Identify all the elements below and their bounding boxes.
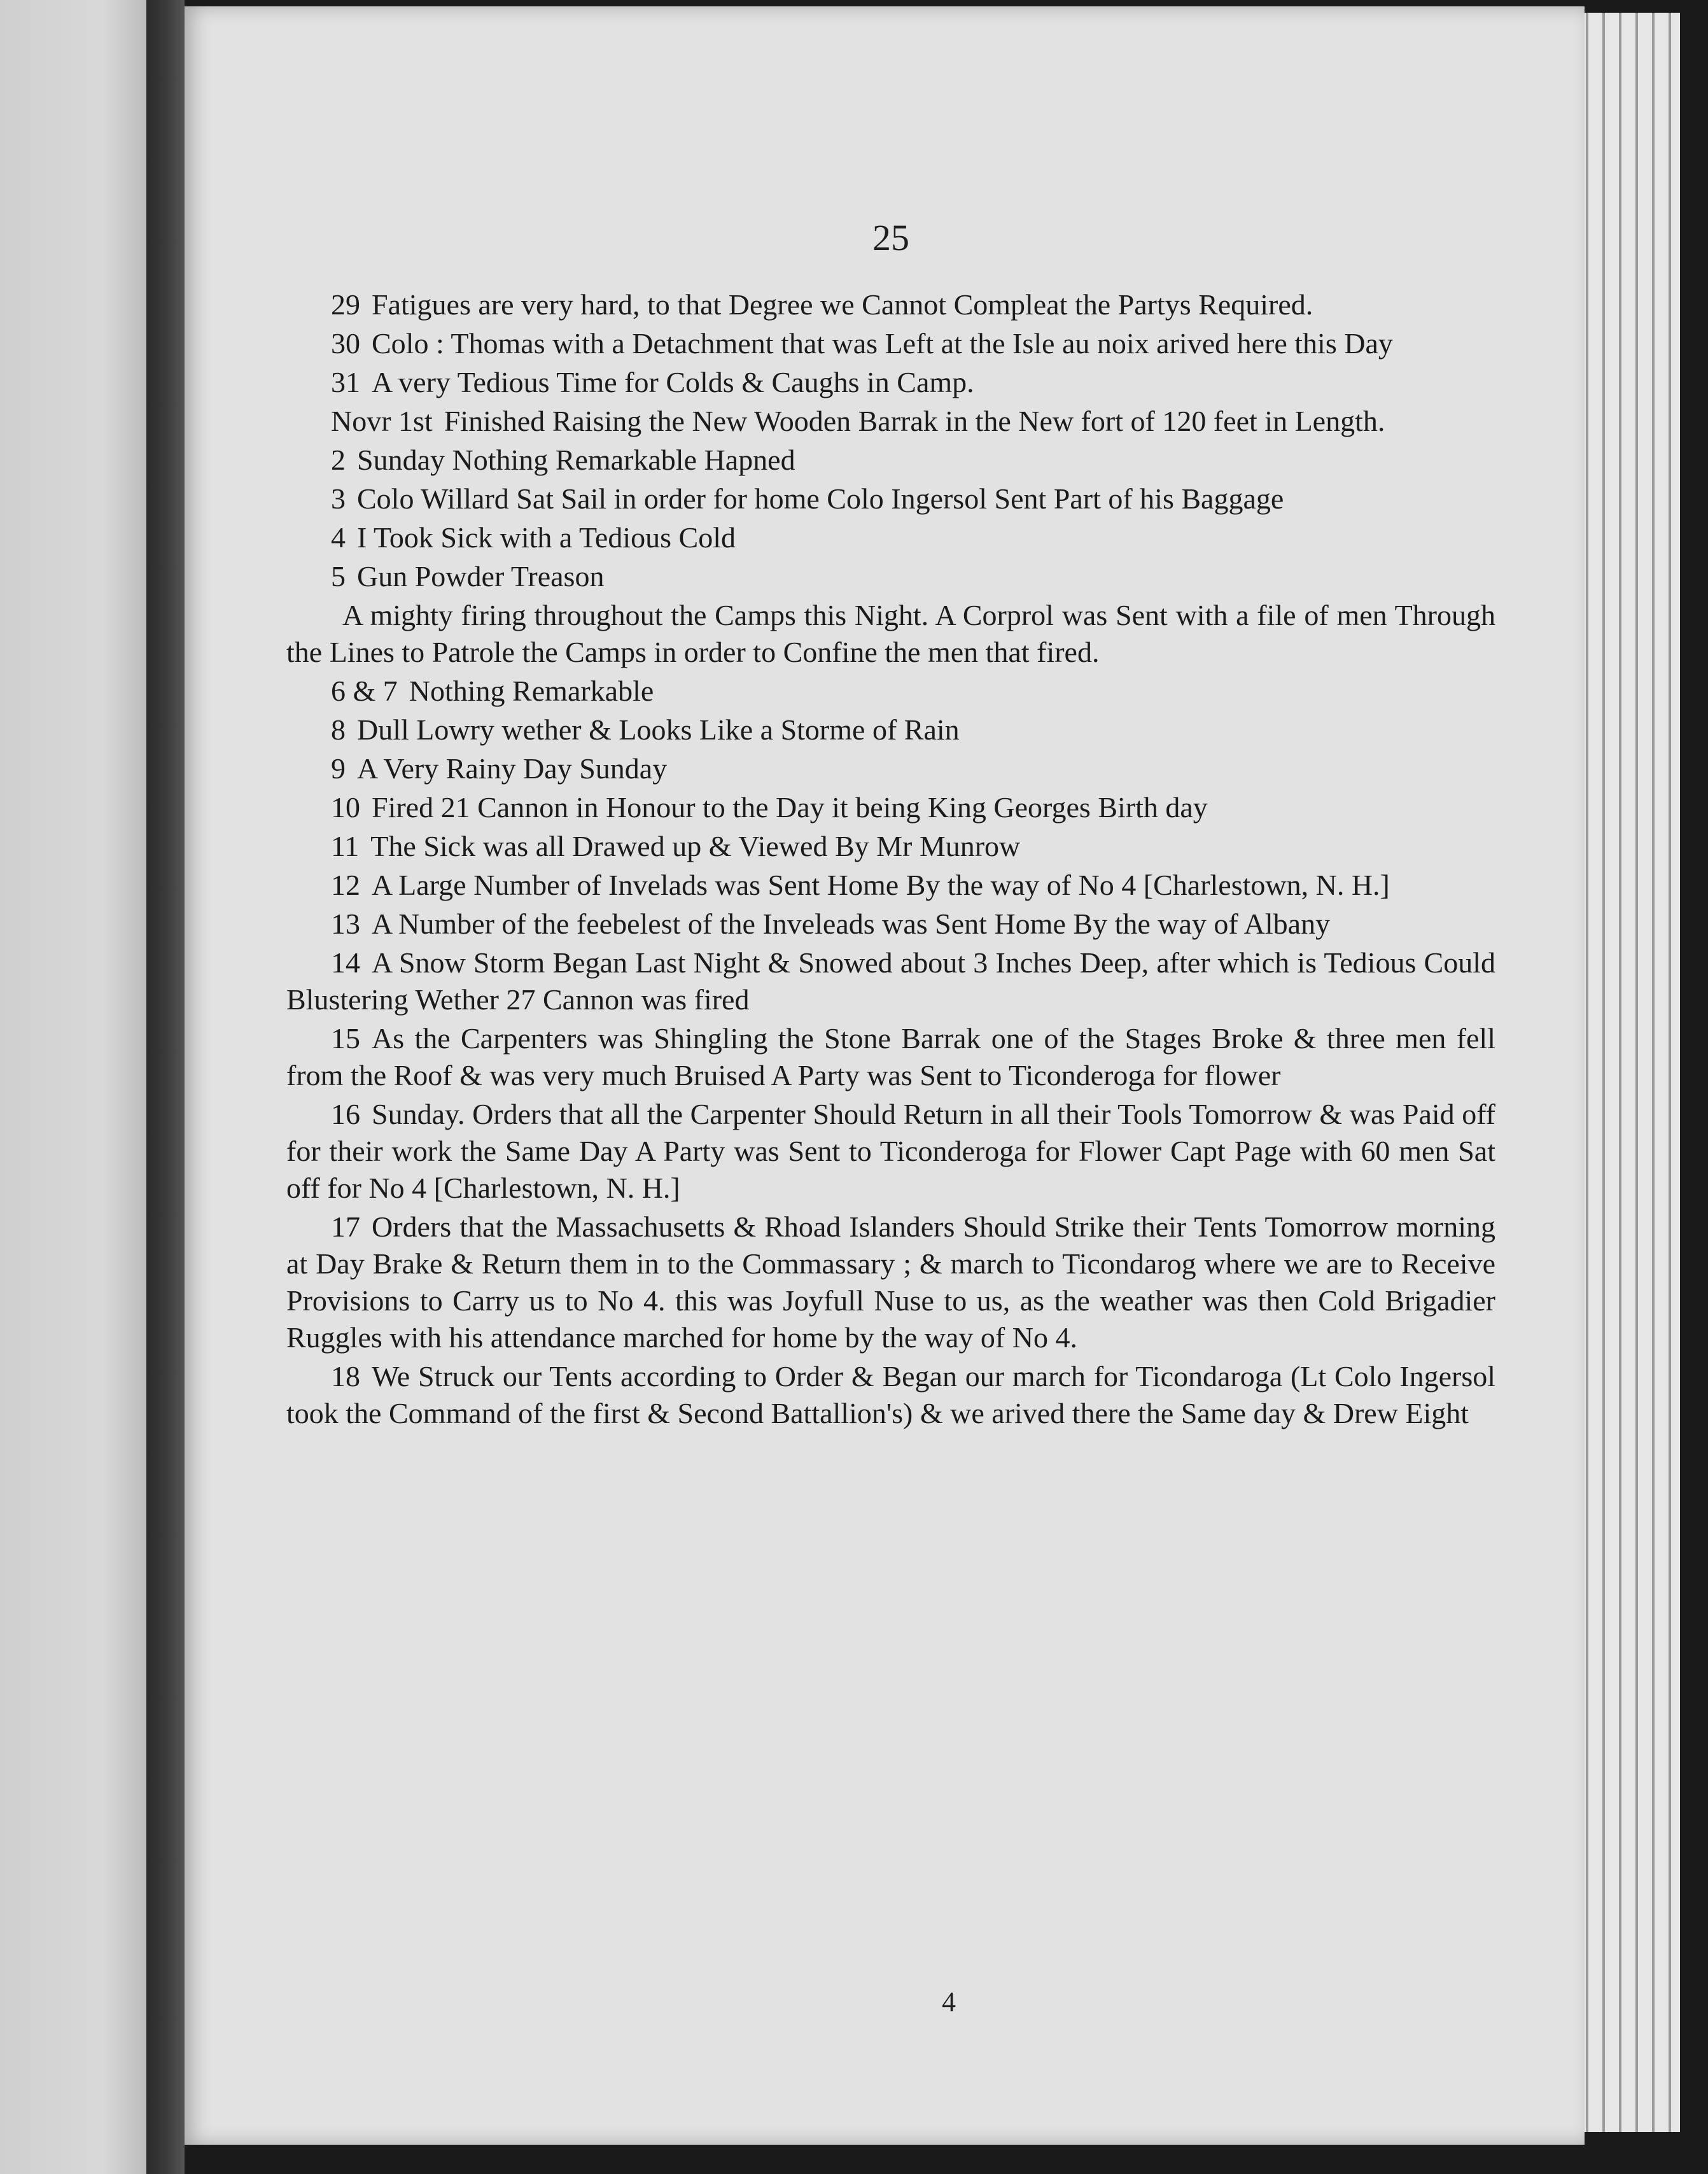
book-gutter (146, 0, 185, 2174)
journal-entry (286, 828, 1495, 865)
entry-date: 12 (331, 869, 360, 901)
entry-date: 8 (331, 713, 346, 746)
entry-date: 31 (331, 366, 360, 398)
journal-entry (286, 1096, 1495, 1207)
entry-date: 2 (331, 444, 346, 476)
entry-text: A Large Number of Invelads was Sent Home By the way of No 4 [Charlestown, N. H.] (372, 869, 1390, 901)
journal-entry (286, 286, 1495, 323)
journal-entry (286, 944, 1495, 1018)
journal-entry (286, 325, 1495, 362)
entry-text: A Number of the feebelest of the Inveleads was Sent Home By the way of Albany (372, 908, 1331, 940)
entry-date: 6 & 7 (331, 675, 398, 707)
entry-text: We Struck our Tents according to Order & Began our march for Ticondaroga (Lt Colo Ingersol took the Command of the first & Second Battallion's) & we arived there the Same day & Drew Eight (286, 1360, 1495, 1429)
entry-date: 15 (331, 1022, 360, 1055)
entry-text: Fatigues are very hard, to that Degree we Cannot Compleat the Partys Required. (372, 288, 1313, 321)
journal-entry (286, 558, 1495, 595)
entry-text: Colo Willard Sat Sail in order for home Colo Ingersol Sent Part of his Baggage (357, 482, 1284, 515)
journal-text (286, 286, 1495, 1434)
entry-text: Gun Powder Treason (357, 560, 605, 593)
signature-mark: 4 (942, 1986, 956, 2017)
previous-page-edge (0, 0, 146, 2174)
entry-text: Fired 21 Cannon in Honour to the Day it being King Georges Birth day (372, 791, 1208, 824)
journal-entry (286, 403, 1495, 440)
journal-entry (286, 597, 1495, 671)
page-stack-edges (1572, 13, 1680, 2132)
journal-entry (286, 519, 1495, 556)
entry-date: 30 (331, 327, 360, 360)
entry-text: Colo : Thomas with a Detachment that was Left at the Isle au noix arived here this Day (372, 327, 1393, 360)
entry-date: 17 (331, 1210, 360, 1243)
journal-entry (286, 1020, 1495, 1094)
journal-entry (286, 867, 1495, 904)
entry-text: The Sick was all Drawed up & Viewed By Mr Munrow (370, 830, 1021, 862)
entry-date: 4 (331, 521, 346, 554)
entry-text: A very Tedious Time for Colds & Caughs in Camp. (372, 366, 974, 398)
entry-text: I Took Sick with a Tedious Cold (357, 521, 736, 554)
page-number: 25 (872, 217, 909, 258)
journal-entry (286, 673, 1495, 710)
book-page (185, 6, 1585, 2145)
entry-text: Sunday Nothing Remarkable Hapned (357, 444, 795, 476)
entry-date: 10 (331, 791, 360, 824)
entry-date: Novr 1st (331, 405, 433, 437)
journal-entry (286, 712, 1495, 748)
entry-text: As the Carpenters was Shingling the Stone Barrak one of the Stages Broke & three men fell from the Roof & was very much Bruised A Party was Sent to Ticonderoga for flower (286, 1022, 1495, 1091)
journal-entry (286, 750, 1495, 787)
journal-entry (286, 364, 1495, 401)
entry-text: Sunday. Orders that all the Carpenter Should Return in all their Tools Tomorrow & was Paid off for their work the Same Day A Party was Sent to Ticonderoga for Flower Capt Page with 60 men Sat off for No 4 [Charlestown, N. H.] (286, 1098, 1495, 1204)
entry-date: 5 (331, 560, 346, 593)
journal-entry (286, 1209, 1495, 1356)
journal-entry (286, 480, 1495, 517)
entry-text: Finished Raising the New Wooden Barrak in the New fort of 120 feet in Length. (444, 405, 1385, 437)
entry-text: Dull Lowry wether & Looks Like a Storme of Rain (357, 713, 960, 746)
entry-date: 9 (331, 752, 346, 785)
entry-date: 11 (331, 830, 360, 862)
entry-date: 14 (331, 946, 360, 979)
entry-date: 18 (331, 1360, 360, 1392)
entry-date: 13 (331, 908, 360, 940)
entry-text: A mighty firing throughout the Camps this Night. A Corprol was Sent with a file of men Through the Lines to Patrole the Camps in order to Confine the men that fired. (286, 599, 1495, 668)
entry-text: Orders that the Massachusetts & Rhoad Islanders Should Strike their Tents Tomorrow morning at Day Brake & Return them in to the Commassary ; & march to Ticondarog where we are to Receive Provisions to Carry us to No 4. this was Joyfull Nuse to us, as the weather was then Cold Brigadier Ruggles with his attendance marched for home by the way of No 4. (286, 1210, 1495, 1354)
entry-text: Nothing Remarkable (409, 675, 654, 707)
journal-entry (286, 442, 1495, 479)
journal-entry (286, 1358, 1495, 1432)
journal-entry (286, 906, 1495, 943)
entry-text: A Very Rainy Day Sunday (357, 752, 668, 785)
entry-date: 3 (331, 482, 346, 515)
entry-date: 16 (331, 1098, 360, 1130)
entry-date: 29 (331, 288, 360, 321)
entry-text: A Snow Storm Began Last Night & Snowed about 3 Inches Deep, after which is Tedious Could Blustering Wether 27 Cannon was fired (286, 946, 1495, 1016)
journal-entry (286, 789, 1495, 826)
